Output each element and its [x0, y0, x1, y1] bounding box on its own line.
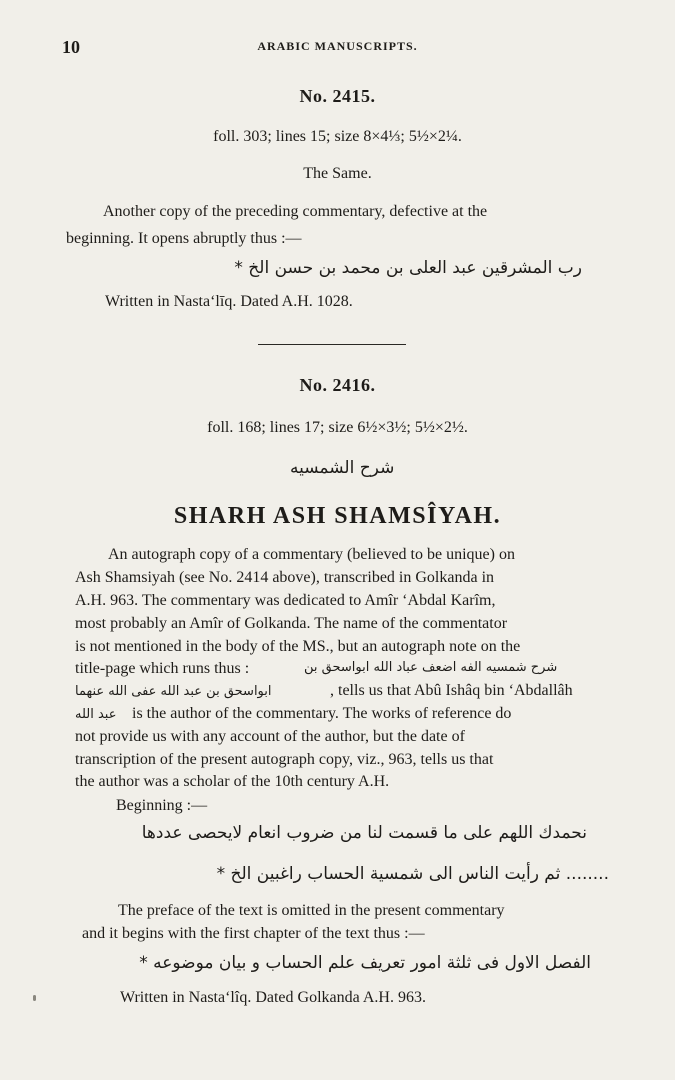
- entry-2416-title: SHARH ASH SHAMSÎYAH.: [173, 503, 502, 529]
- arabic-beginning-line-2: ........ ثم رأيت الناس الى شمسية الحساب راغبين الخ *: [216, 864, 609, 884]
- entry-number-2415: No. 2415.: [299, 86, 376, 106]
- body-line-7: , tells us that Abû Ishâq bin ‘Abdallâh: [330, 682, 573, 699]
- entry-2415-arabic-opening: رب المشرقين عبد العلى بن محمد بن حسن الخ *: [234, 258, 582, 278]
- inline-arabic-note-1: شرح شمسيه الفه اضعف عباد الله ابواسحق بن: [304, 660, 558, 675]
- arabic-first-chapter: الفصل الاول فى ثلثة امور تعريف علم الحساب و بيان موضوعه *: [139, 953, 591, 973]
- body-line-6: title-page which runs thus :: [75, 660, 250, 677]
- body-line-5: is not mentioned in the body of the MS., but an autograph note on the: [75, 638, 521, 655]
- entry-2416-description: foll. 168; lines 17; size 6½×3½; 5½×2½.: [207, 419, 468, 436]
- running-head: ARABIC MANUSCRIPTS.: [257, 39, 418, 53]
- arabic-beginning-line-1: نحمدك اللهم على ما قسمت لنا من ضروب انعام لايحصى عددها: [141, 823, 587, 843]
- preface-line-2: and it begins with the first chapter of the text thus :—: [82, 925, 425, 942]
- body-line-11: the author was a scholar of the 10th century A.H.: [75, 773, 390, 790]
- page-number: 10: [62, 37, 80, 57]
- body-line-10: transcription of the present autograph copy, viz., 963, tells us that: [75, 751, 494, 768]
- entry-2415-subtitle: The Same.: [303, 165, 372, 182]
- entry-2415-description: foll. 303; lines 15; size 8×4⅓; 5½×2¼.: [213, 128, 462, 145]
- entry-2415-colophon: Written in Nasta‘līq. Dated A.H. 1028.: [105, 293, 353, 310]
- entry-2416-arabic-title: شرح الشمسيه: [290, 458, 395, 478]
- body-line-2: Ash Shamsiyah (see No. 2414 above), transcribed in Golkanda in: [75, 569, 495, 586]
- entry-2415-paragraph-line-2: beginning. It opens abruptly thus :—: [66, 230, 302, 247]
- body-line-8: is the author of the commentary. The works of reference do: [132, 705, 512, 722]
- entry-number-2416: No. 2416.: [299, 375, 376, 395]
- section-divider: [258, 344, 406, 345]
- entry-2416-colophon: Written in Nasta‘lîq. Dated Golkanda A.H. 963.: [120, 989, 426, 1006]
- body-line-3: A.H. 963. The commentary was dedicated to Amîr ‘Abdal Karîm,: [75, 592, 496, 609]
- inline-arabic-note-2: ابواسحق بن عبد الله عفى الله عنهما: [75, 684, 272, 699]
- body-line-1: An autograph copy of a commentary (believed to be unique) on: [108, 546, 515, 563]
- beginning-label: Beginning :—: [116, 797, 208, 814]
- entry-2415-paragraph-line-1: Another copy of the preceding commentary, defective at the: [103, 203, 488, 220]
- preface-line-1: The preface of the text is omitted in the present commentary: [118, 902, 505, 919]
- body-line-4: most probably an Amîr of Golkanda. The name of the commentator: [75, 615, 508, 632]
- body-line-9: not provide us with any account of the author, but the date of: [75, 728, 465, 745]
- page-speck: [33, 995, 36, 1001]
- inline-arabic-note-3: عبد الله: [75, 707, 117, 722]
